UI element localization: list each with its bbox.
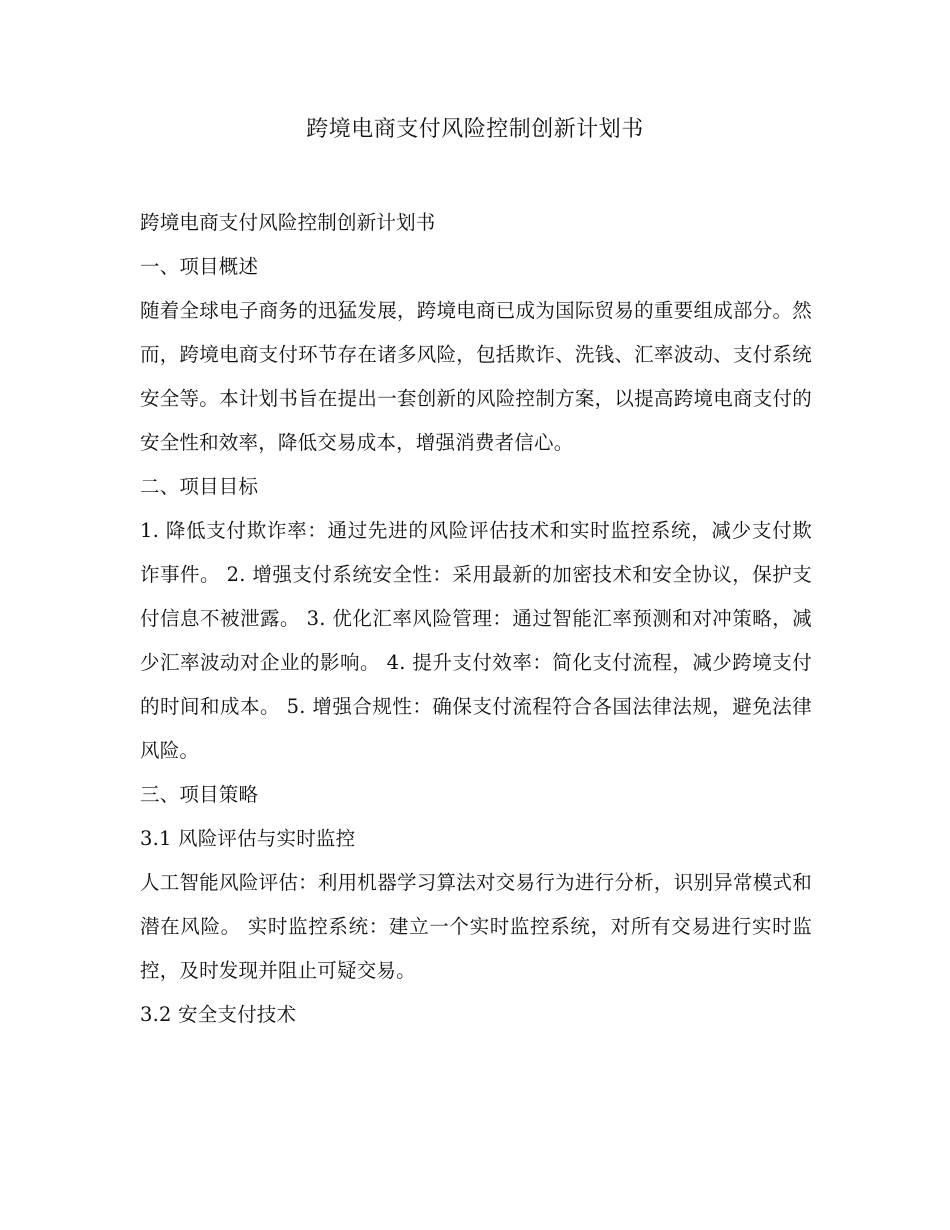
section-heading-overview: 一、项目概述 [140,255,259,278]
subsection-heading-3-2: 3.2 安全支付技术 [140,1003,297,1026]
section-heading-strategy: 三、项目策略 [140,783,259,806]
paragraph-overview: 随着全球电子商务的迅猛发展，跨境电商已成为国际贸易的重要组成部分。然而，跨境电商支付环节存在诸多风险，包括欺诈、洗钱、汇率波动、支付系统安全等。本计划书旨在提出一套创新的风险控制方案，以提高跨境电商支付的安全性和效率，降低交易成本，增强消费者信心。 [140,299,812,454]
section-heading-goals: 二、项目目标 [140,475,259,498]
paragraph-3-1: 人工智能风险评估：利用机器学习算法对交易行为进行分析，识别异常模式和潜在风险。 实时监控系统：建立一个实时监控系统，对所有交易进行实时监控，及时发现并阻止可疑交易。 [140,871,812,982]
document-subtitle: 跨境电商支付风险控制创新计划书 [140,211,436,234]
document-title: 跨境电商支付风险控制创新计划书 [306,117,644,142]
paragraph-goals: 1. 降低支付欺诈率：通过先进的风险评估技术和实时监控系统，减少支付欺诈事件。 2. 增强支付系统安全性：采用最新的加密技术和安全协议，保护支付信息不被泄露。 3. 优化汇率风险管理：通过智能汇率预测和对冲策略，减少汇率波动对企业的影响。 4. 提升支付效率：简化支付流程，减少跨境支付的时间和成本。 5. 增强合规性：确保支付流程符合各国法律法规，避免法律风险。 [140,519,812,762]
subsection-heading-3-1: 3.1 风险评估与实时监控 [140,827,356,850]
document-body [140,201,812,1037]
